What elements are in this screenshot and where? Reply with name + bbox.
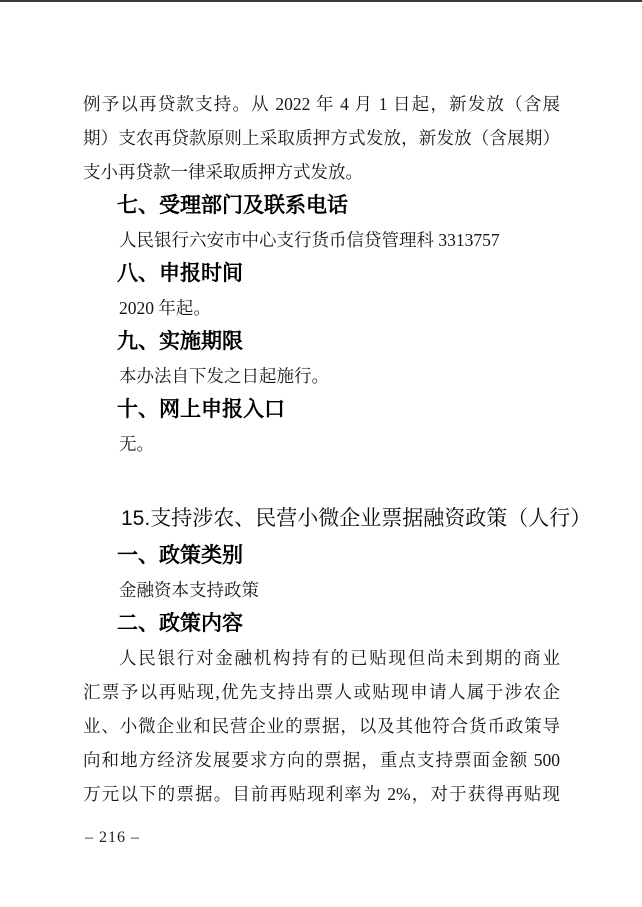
intro-paragraph-line: 支小再贷款一律采取质押方式发放。 (83, 162, 363, 182)
section-heading-8: 八、申报时间 (117, 262, 243, 285)
section-body-online-portal: 无。 (119, 434, 154, 454)
policy-body-category: 金融资本支持政策 (119, 580, 259, 600)
policy-15-title: 15.支持涉农、民营小微企业票据融资政策（人行） (121, 507, 592, 530)
section-body-contact: 人民银行六安市中心支行货币信贷管理科 3313757 (119, 230, 500, 250)
intro-paragraph-line: 例予以再贷款支持。从 2022 年 4 月 1 日起，新发放（含展 (83, 94, 560, 114)
section-body-implementation-period: 本办法自下发之日起施行。 (119, 366, 329, 386)
section-body-report-time: 2020 年起。 (119, 298, 211, 318)
page-number: – 216 – (85, 829, 140, 846)
policy-content-line: 人民银行对金融机构持有的已贴现但尚未到期的商业 (119, 648, 560, 668)
section-heading-10: 十、网上申报入口 (117, 398, 285, 421)
policy-content-line: 万元以下的票据。目前再贴现利率为 2%，对于获得再贴现 (83, 784, 560, 804)
policy-heading-content: 二、政策内容 (117, 612, 243, 635)
policy-content-line: 汇票予以再贴现,优先支持出票人或贴现申请人属于涉农企 (83, 682, 560, 702)
section-heading-9: 九、实施期限 (117, 330, 243, 353)
policy-heading-category: 一、政策类别 (117, 544, 243, 567)
policy-content-line: 业、小微企业和民营企业的票据，以及其他符合货币政策导 (83, 716, 560, 736)
policy-content-line: 向和地方经济发展要求方向的票据，重点支持票面金额 500 (83, 750, 560, 770)
section-heading-7: 七、受理部门及联系电话 (117, 194, 348, 217)
intro-paragraph-line: 期）支农再贷款原则上采取质押方式发放，新发放（含展期） (83, 128, 560, 148)
